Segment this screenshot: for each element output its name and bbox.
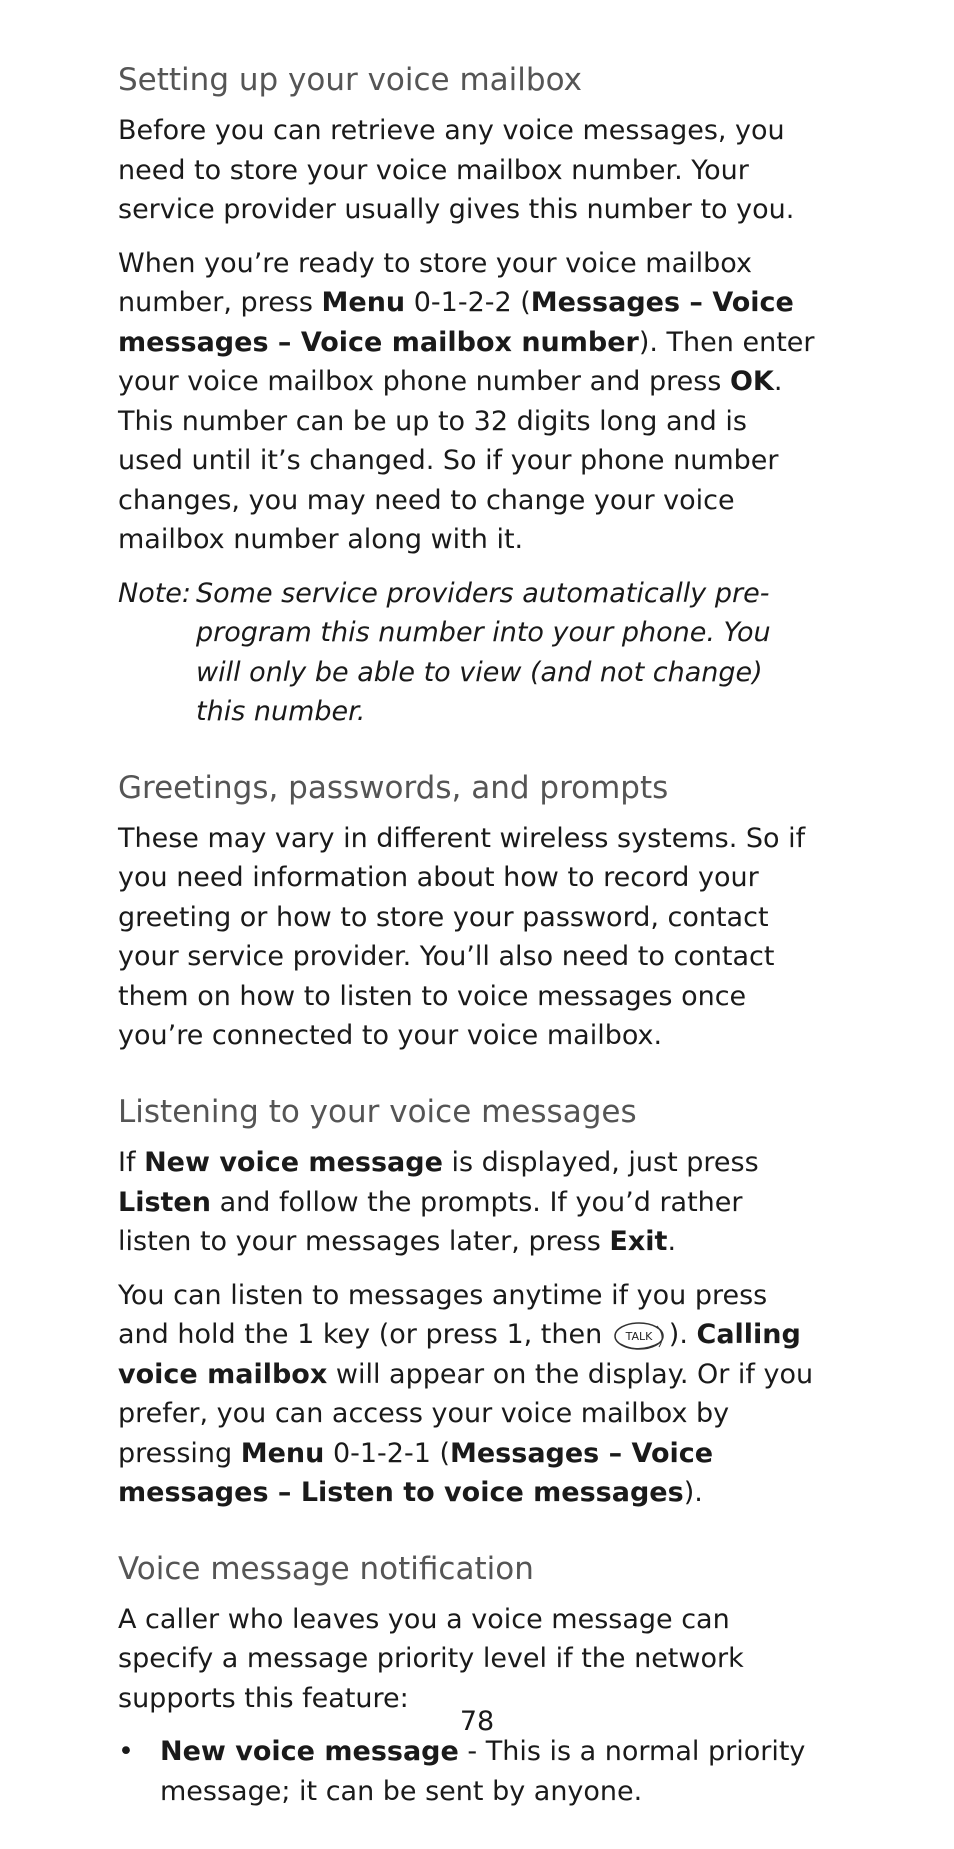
- text: 0-1-2-2 (: [405, 287, 531, 319]
- section-greetings-passwords-prompts: [118, 770, 818, 1056]
- text: When you’re ready to store your voice mailbox number, press: [118, 247, 752, 319]
- paragraph: These may vary in different wireless systems. So if you need information about how to record your greeting or how to store your password, contact your service provider. You’ll also need to contact them on how to listen to voice messages once you’re connected to your voice mailbox.: [118, 822, 806, 1052]
- note-text: Some service providers automatically pre-program this number into your phone. You will only be able to view (and not change) this number.: [196, 577, 771, 728]
- talk-key-label: TALK: [625, 1329, 653, 1343]
- text: and follow the prompts. If you’d rather listen to your messages later, press: [118, 1186, 743, 1258]
- text: will appear on the display. Or if you prefer, you can access your voice mailbox by pressing: [118, 1358, 814, 1469]
- menu-key-text: Menu: [240, 1437, 325, 1469]
- text: ).: [683, 1477, 703, 1509]
- section-heading: Greetings, passwords, and prompts: [118, 769, 669, 806]
- list-item-text: [160, 1732, 818, 1811]
- text: .: [667, 1226, 677, 1258]
- manual-page: [118, 62, 818, 1849]
- text: You can listen to messages anytime if you press and hold the 1 key (or press 1, then: [118, 1279, 768, 1351]
- listen-key-text: Listen: [118, 1186, 211, 1218]
- page-number: 78: [459, 1706, 495, 1737]
- menu-key-text: Menu: [321, 287, 406, 319]
- talk-key-icon: [613, 1320, 667, 1352]
- text: ). Then enter your voice mailbox phone number and press: [118, 326, 815, 398]
- menu-path-text: Messages – Voice messages – Voice mailbox number: [118, 287, 794, 358]
- list-item-title: New voice message: [160, 1736, 459, 1768]
- list-item: [118, 1732, 818, 1811]
- section-heading: Voice message notification: [118, 1550, 534, 1587]
- text: - This is a normal priority message; it can be sent by anyone.: [160, 1736, 806, 1807]
- display-text: Calling voice mailbox: [118, 1319, 801, 1390]
- note: [118, 574, 818, 732]
- paragraph-new-voice-message: [118, 1143, 818, 1262]
- paragraph-listen-anytime: [118, 1276, 818, 1513]
- paragraph: Before you can retrieve any voice messages, you need to store your voice mailbox number. Your service provider usually gives this number to you.: [118, 115, 795, 226]
- text: If: [118, 1147, 145, 1179]
- menu-path-text: Messages – Voice messages – Listen to voice messages: [118, 1437, 714, 1509]
- text: is displayed, just press: [442, 1147, 759, 1179]
- bullet-icon: •: [118, 1736, 134, 1768]
- text: ).: [668, 1319, 697, 1351]
- section-heading: Setting up your voice mailbox: [118, 62, 582, 98]
- paragraph: A caller who leaves you a voice message can specify a message priority level if the network supports this feature:: [118, 1603, 744, 1714]
- ok-key-text: OK: [729, 366, 774, 398]
- text: 0-1-2-1 (: [324, 1437, 450, 1469]
- exit-key-text: Exit: [609, 1226, 668, 1258]
- paragraph-store-number: [118, 244, 818, 560]
- section-voice-message-notification: [118, 1551, 818, 1812]
- section-heading: Listening to your voice messages: [118, 1093, 637, 1130]
- text: . This number can be up to 32 digits long and is used until it’s changed. So if your phone number changes, you may need to change your voice mailbox number along with it.: [118, 366, 783, 556]
- section-listening-voice-messages: [118, 1094, 818, 1513]
- section-setting-up-voice-mailbox: [118, 62, 818, 732]
- display-text: New voice message: [144, 1147, 443, 1179]
- note-label: Note:: [118, 577, 192, 609]
